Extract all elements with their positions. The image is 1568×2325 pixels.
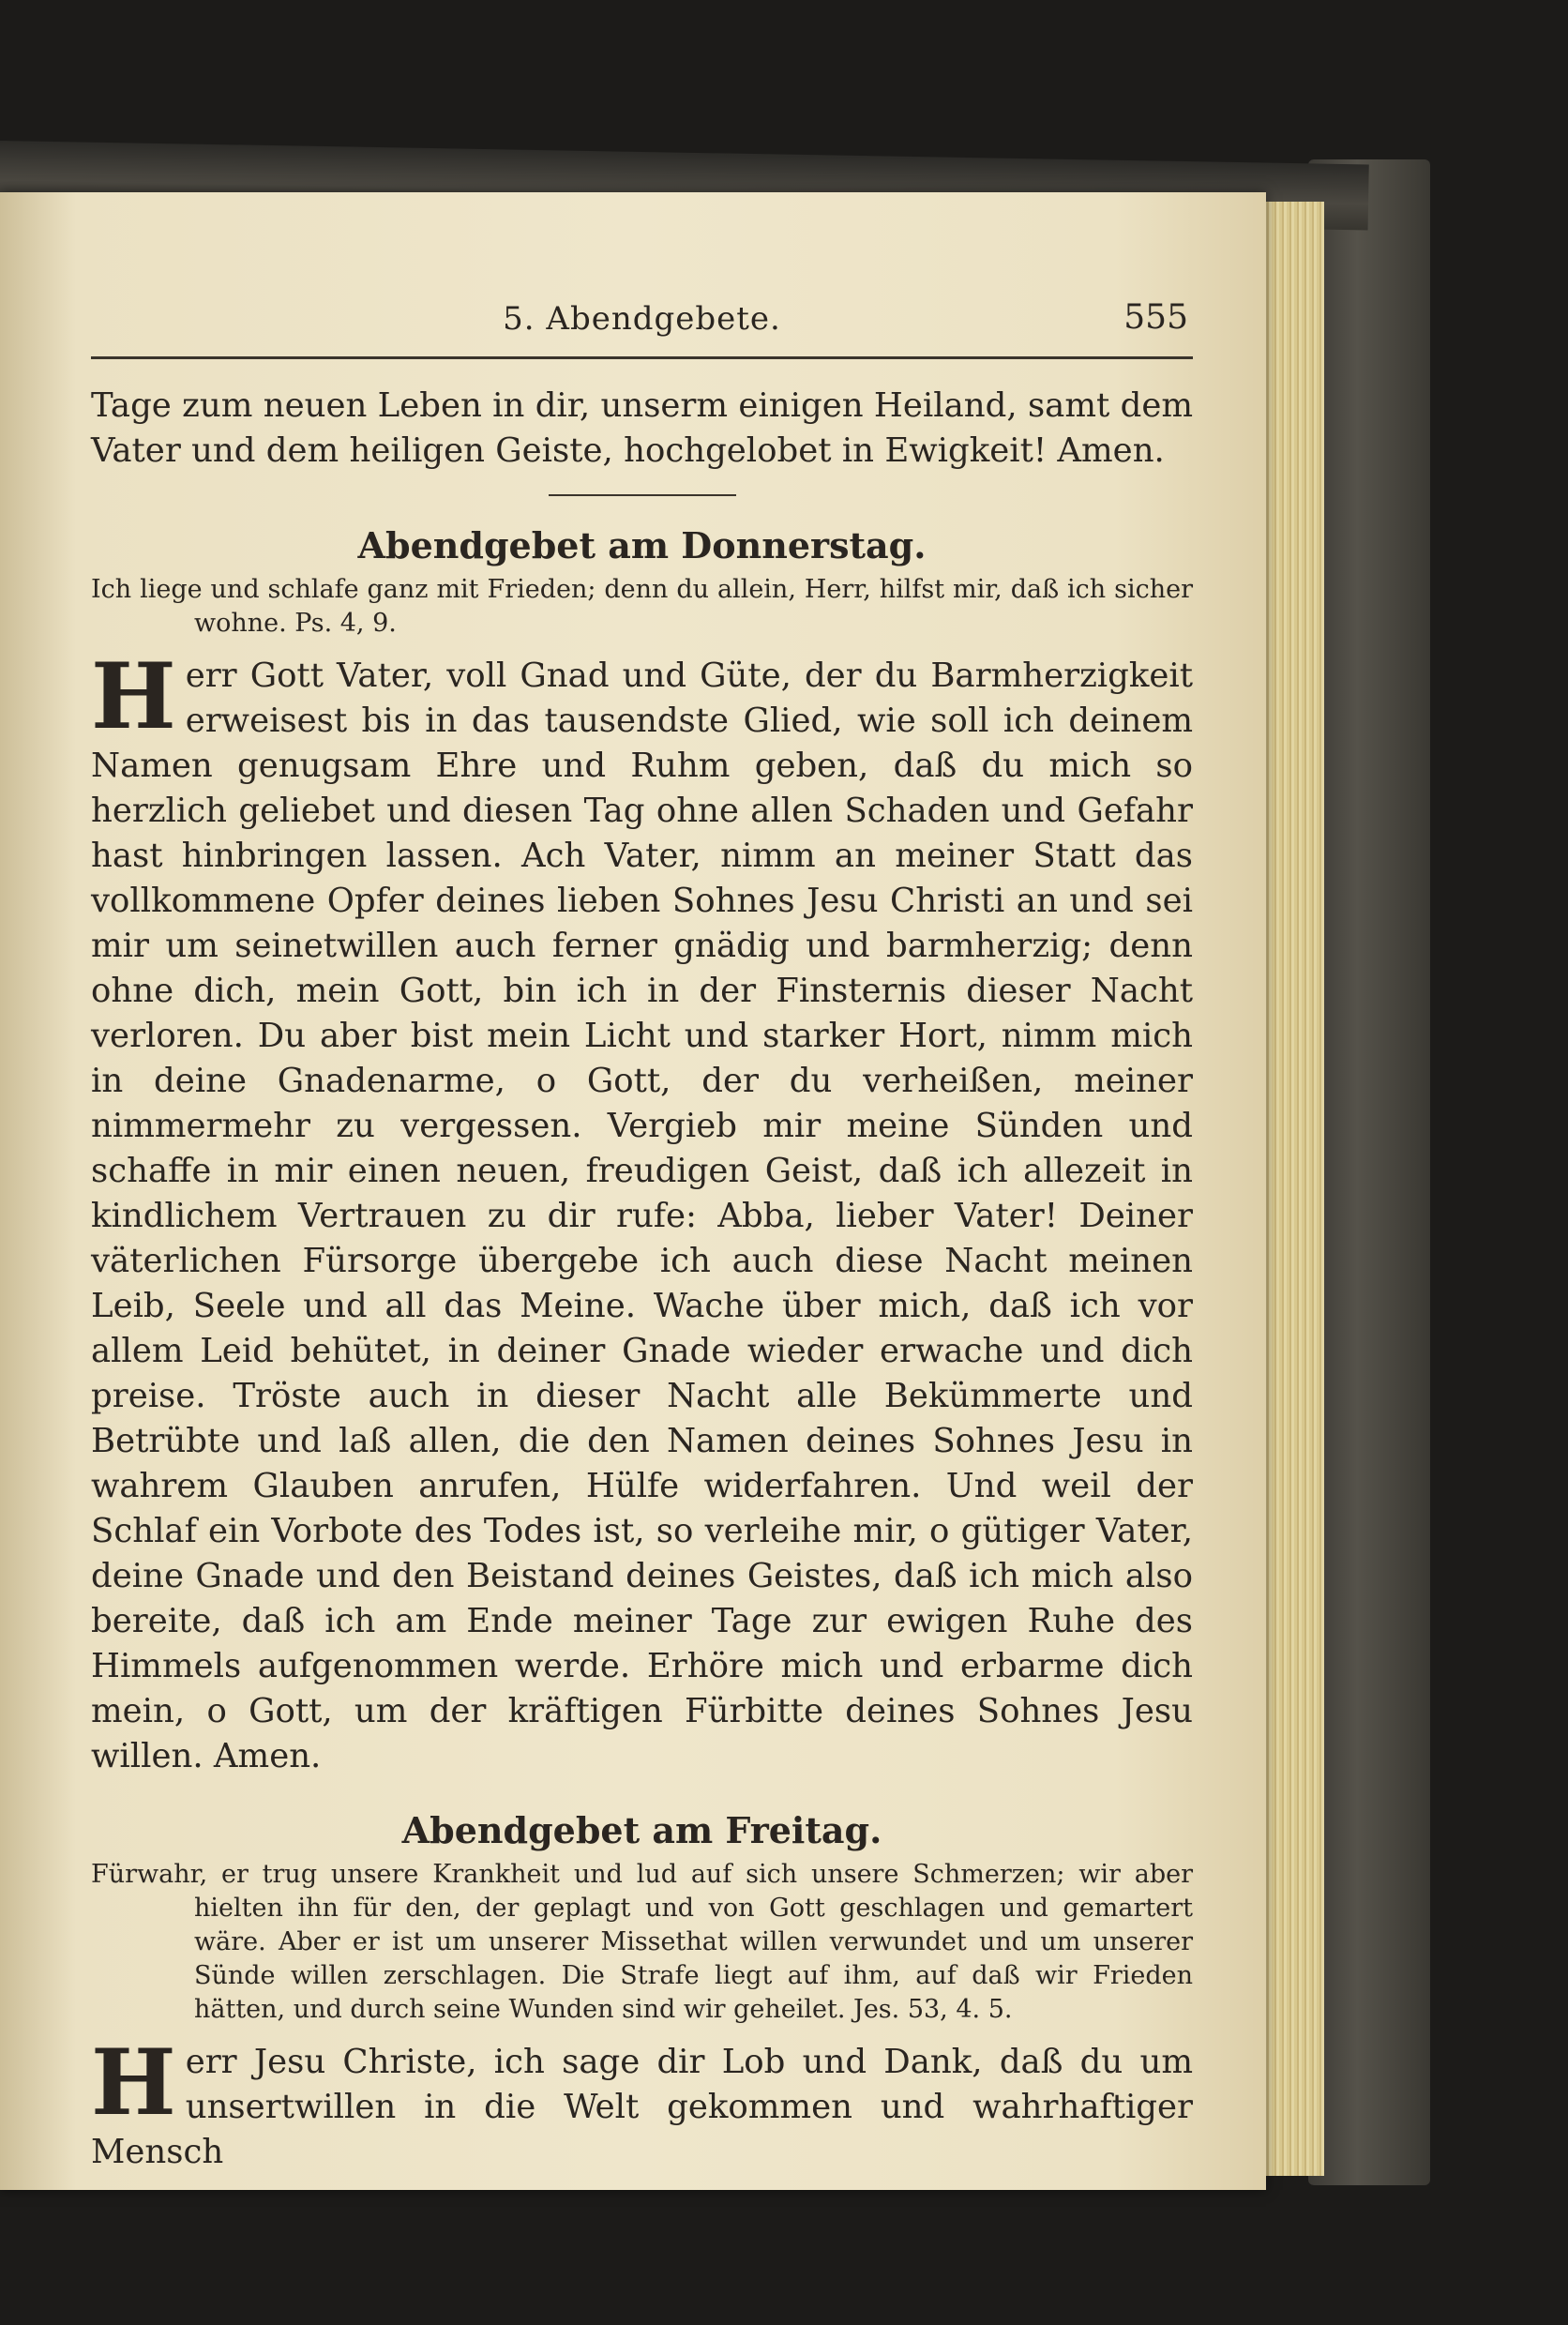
section-title: 5. Abendgebete. [503, 300, 781, 338]
section-divider [549, 494, 736, 496]
friday-prayer-text: err Jesu Christe, ich sage dir Lob und Dank, daß du um unsertwillen in die Welt gekommen und wahrhaftiger Mensch [91, 2043, 1193, 2171]
opening-paragraph: Tage zum neuen Leben in dir, unserm einigen Heiland, samt dem Vater und dem heiligen Geiste, hochgelobet in Ewigkeit! Amen. [91, 386, 1193, 470]
thursday-prayer-text: err Gott Vater, voll Gnad und Güte, der du Barmherzigkeit erweisest bis in das tausendste Glied, wie soll ich deinem Namen genugsam Ehre und Ruhm geben, daß du mich so herzlich geliebet und diesen Tag ohne allen Schaden und Gefahr hast hinbringen lassen. Ach Vater, nimm an meiner Statt das vollkommene Opfer deines lieben Sohnes Jesu Christi an und sei mir um seinetwillen auch ferner gnädig und barmherzig; denn ohne dich, mein Gott, bin ich in der Finsternis dieser Nacht verloren. Du aber bist mein Licht und starker Hort, nimm mich in deine Gnadenarme, o Gott, der du verheißen, meiner nimmermehr zu vergessen. Vergieb mir meine Sünden und schaffe in mir einen neuen, freudigen Geist, daß ich allezeit in kindlichem Vertrauen zu dir rufe: Abba, lieber Vater! Deiner väterlichen Fürsorge übergebe ich auch diese Nacht meinen Leib, Seele und all das Meine. Wache über mich, daß ich vor allem Leid behütet, in deiner Gnade wieder erwache und dich preise. Tröste auch in dieser Nacht alle Bekümmerte und Betrübte und laß allen, die den Namen deines Sohnes Jesu in wahrem Glauben anrufen, Hülfe widerfahren. Und weil der Schlaf ein Vorbote des Todes ist, so verleihe mir, o gütiger Vater, deine Gnade und den Beistand deines Geistes, daß ich mich also bereite, daß ich am Ende meiner Tage zur ewigen Ruhe des Himmels aufgenommen werde. Erhöre mich und erbarme dich mein, o Gott, um der kräftigen Fürbitte deines Sohnes Jesu willen. Amen. [91, 657, 1193, 1775]
friday-heading: Abendgebet am Freitag. [401, 1809, 882, 1851]
book-page [0, 192, 1266, 2190]
thursday-prayer [91, 643, 1193, 1779]
friday-motto: Fürwahr, er trug unsere Krankheit und lud auf sich unsere Schmerzen; wir aber hielten ihn für den, der geplagt und von Gott geschlagen und gemartert wäre. Aber er ist um unserer Missethat willen verwundet und um unserer Sünde willen zerschlagen. Die Strafe liegt auf ihm, auf daß wir Frieden hätten, und durch seine Wunden sind wir geheilet. Jes. 53, 4. 5. [91, 1860, 1193, 2024]
book-cover-right-edge [1308, 159, 1430, 2185]
running-header [91, 291, 1193, 359]
friday-dropcap: H [91, 2030, 176, 2136]
friday-prayer [91, 2030, 1193, 2175]
page-number: 555 [1123, 298, 1188, 337]
thursday-motto: Ich liege und schlafe ganz mit Frieden; denn du allein, Herr, hilfst mir, daß ich sicher wohne. Ps. 4, 9. [91, 575, 1193, 638]
thursday-dropcap: H [91, 643, 176, 749]
thursday-heading: Abendgebet am Donnerstag. [357, 524, 927, 566]
thursday-section [91, 522, 1193, 1779]
page-content [91, 291, 1193, 2175]
friday-section [91, 1807, 1193, 2175]
